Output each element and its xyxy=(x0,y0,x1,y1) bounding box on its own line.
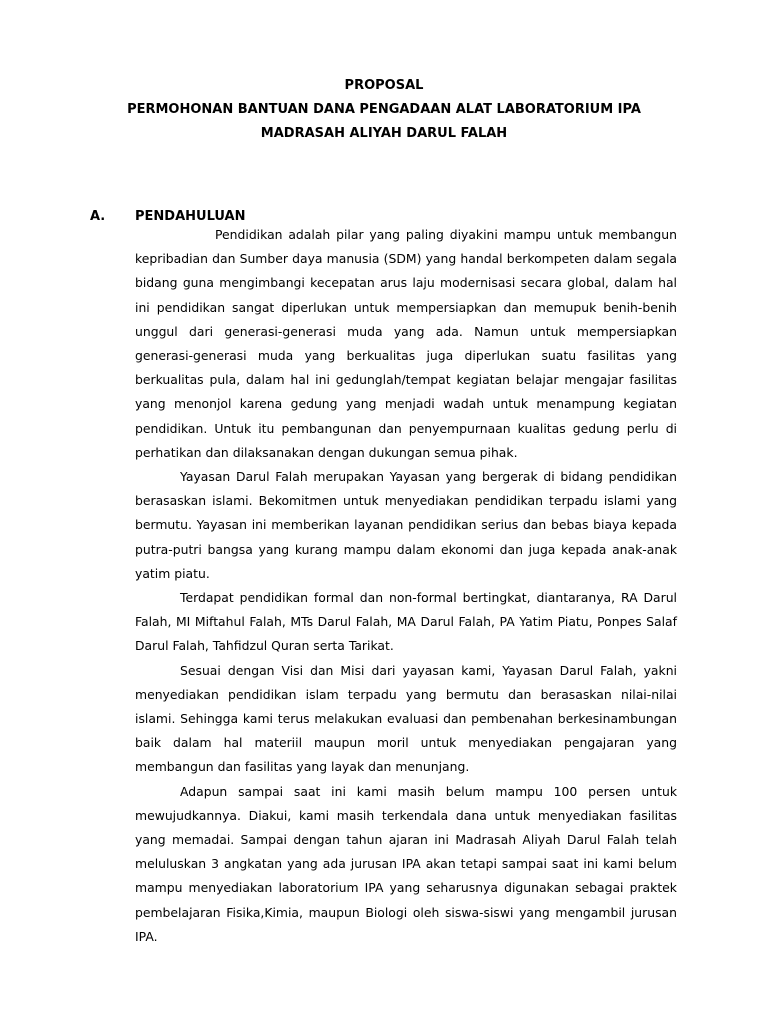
paragraph: Pendidikan adalah pilar yang paling diyakini mampu untuk membangun kepribadian dan Sumber daya manusia (SDM) yang handal berkompeten dalam segala bidang guna mengimbangi kecepatan arus laju modernisasi secara global, dalam hal ini pendidikan sangat diperlukan untuk mempersiapkan dan memupuk benih-benih unggul dari generasi-generasi muda yang ada. Namun untuk mempersiapkan generasi-generasi muda yang berkualitas juga diperlukan suatu fasilitas yang berkualitas pula, dalam hal ini gedunglah/tempat kegiatan belajar mengajar fasilitas yang menonjol karena gedung yang menjadi wadah untuk menampung kegiatan pendidikan. Untuk itu pembangunan dan penyempurnaan kualitas gedung perlu di perhatikan dan dilaksanakan dengan dukungan semua pihak. xyxy=(135,227,677,460)
paragraph: Terdapat pendidikan formal dan non-formal bertingkat, diantaranya, RA Darul Falah, MI Miftahul Falah, MTs Darul Falah, MA Darul Falah, PA Yatim Piatu, Ponpes Salaf Darul Falah, Tahfidzul Quran serta Tarikat. xyxy=(135,590,677,654)
section-letter: A. xyxy=(90,209,106,224)
paragraph: Adapun sampai saat ini kami masih belum mampu 100 persen untuk mewujudkannya. Diakui, kami masih terkendala dana untuk menyediakan fasilitas yang memadai. Sampai dengan tahun ajaran ini Madrasah Aliyah Darul Falah telah meluluskan 3 angkatan yang ada jurusan IPA akan tetapi sampai saat ini kami belum mampu menyediakan laboratorium IPA yang seharusnya digunakan sebagai praktek pembelajaran Fisika,Kimia, maupun Biologi oleh siswa-siswi yang mengambil jurusan IPA. xyxy=(135,783,677,944)
institution-name: MADRASAH ALIYAH DARUL FALAH xyxy=(260,126,508,141)
paragraph: Sesuai dengan Visi dan Misi dari yayasan kami, Yayasan Darul Falah, yakni menyediakan pendidikan islam terpadu yang bermutu dan berasaskan nilai-nilai islami. Sehingga kami terus melakukan evaluasi dan pembenahan berkesinambungan baik dalam hal materiil maupun moril untuk menyediakan pengajaran yang membangun dan fasilitas yang layak dan menunjang. xyxy=(135,662,677,775)
document-title-block xyxy=(0,76,768,148)
document-title: PROPOSAL xyxy=(344,78,424,93)
document-subtitle: PERMOHONAN BANTUAN DANA PENGADAAN ALAT LABORATORIUM IPA xyxy=(127,102,641,117)
paragraph: Yayasan Darul Falah merupakan Yayasan yang bergerak di bidang pendidikan berasaskan islami. Bekomitmen untuk menyediakan pendidikan terpadu islami yang bermutu. Yayasan ini memberikan layanan pendidikan serius dan bebas biaya kepada putra-putri bangsa yang kurang mampu dalam ekonomi dan juga kepada anak-anak yatim piatu. xyxy=(135,469,677,581)
section-body xyxy=(135,223,677,949)
section-heading-text: PENDAHULUAN xyxy=(135,209,246,224)
